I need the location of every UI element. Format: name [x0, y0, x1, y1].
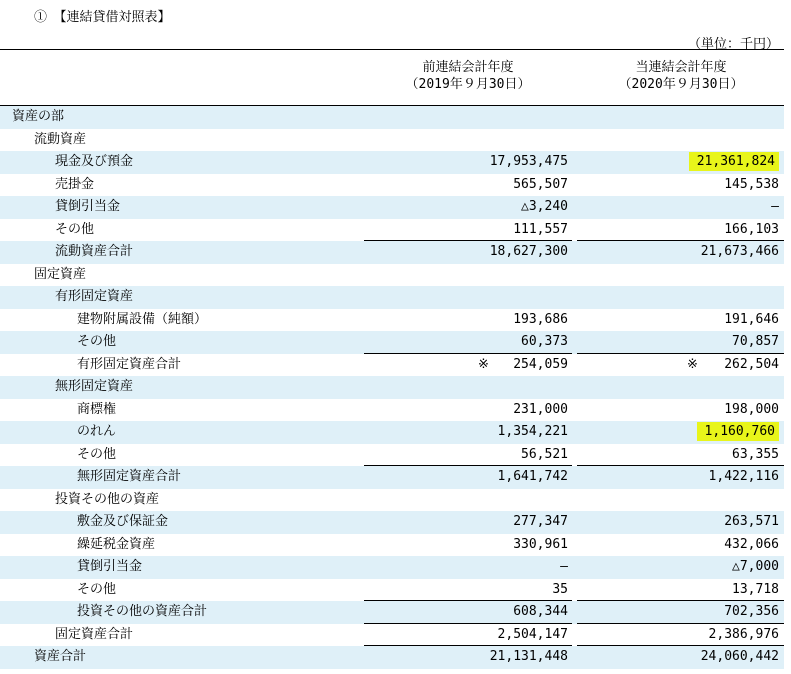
- prev-value: 2,504,147: [497, 626, 568, 642]
- prev-value: 56,521: [521, 446, 568, 462]
- table-row: [0, 309, 784, 332]
- curr-value: 166,103: [724, 221, 779, 237]
- row-label: のれん: [77, 424, 117, 439]
- curr-value: 191,646: [724, 311, 779, 327]
- table-row: [0, 174, 784, 197]
- prev-value: 111,557: [513, 221, 568, 237]
- row-label: 投資その他の資産: [55, 491, 160, 507]
- row-label: その他: [55, 221, 95, 237]
- row-label: 無形固定資産合計: [77, 469, 182, 484]
- prev-value: 330,961: [513, 536, 568, 552]
- row-label: 敷金及び保証金: [77, 514, 169, 529]
- row-label: 無形固定資産: [55, 379, 134, 394]
- prev-value: 231,000: [513, 401, 568, 417]
- table-row: [0, 219, 784, 242]
- row-label: 貸倒引当金: [55, 199, 121, 214]
- table-row: [0, 331, 784, 354]
- row-label: 繰延税金資産: [77, 536, 156, 552]
- curr-value: 13,718: [732, 581, 779, 597]
- table-row-subtotal: [0, 354, 784, 377]
- row-label: 現金及び預金: [55, 154, 134, 169]
- table-row-subtotal: [0, 624, 784, 647]
- curr-value: 263,571: [724, 514, 779, 529]
- table-row: [0, 556, 784, 579]
- highlighted-value: 21,361,824: [689, 152, 779, 171]
- curr-value: [577, 421, 779, 444]
- curr-value: △7,000: [732, 559, 779, 574]
- curr-value: 1,422,116: [708, 469, 779, 484]
- column-header: [0, 49, 784, 106]
- row-label: 建物附属設備（純額）: [77, 311, 208, 327]
- curr-value: 2,386,976: [708, 626, 779, 642]
- row-label: 有形固定資産: [55, 289, 134, 304]
- curr-value: 702,356: [724, 604, 779, 619]
- prev-value: 17,953,475: [489, 154, 568, 169]
- row-label: 投資その他の資産合計: [77, 604, 208, 619]
- prev-period-title: 前連結会計年度: [422, 60, 514, 75]
- row-label: 流動資産: [34, 131, 87, 147]
- row-label: 資産合計: [34, 649, 87, 664]
- table-row: [0, 399, 784, 422]
- row-label: 流動資産合計: [55, 244, 134, 259]
- prev-value: 608,344: [513, 604, 568, 619]
- row-label: 貸倒引当金: [77, 559, 143, 574]
- curr-value: 145,538: [724, 176, 779, 192]
- table-row: [0, 579, 784, 602]
- note-mark: ※: [478, 356, 489, 372]
- curr-value: 70,857: [732, 334, 779, 349]
- unit-label: （単位：千円）: [687, 37, 779, 52]
- row-label: 売掛金: [55, 176, 95, 192]
- prev-value: 565,507: [513, 176, 568, 192]
- curr-period-date: （2020年９月30日）: [618, 77, 744, 92]
- table-row: [0, 489, 784, 512]
- table-row-total: [0, 646, 784, 669]
- curr-period-header: [577, 59, 785, 93]
- table-row: [0, 151, 784, 174]
- row-label: その他: [77, 446, 117, 462]
- curr-value: 63,355: [732, 446, 779, 462]
- prev-value: 60,373: [521, 334, 568, 349]
- curr-value: 21,673,466: [700, 244, 779, 259]
- row-label: その他: [77, 581, 117, 597]
- table-row-subtotal: [0, 241, 784, 264]
- curr-value: 432,066: [724, 536, 779, 552]
- row-label: 固定資産合計: [55, 626, 134, 642]
- prev-period-date: （2019年９月30日）: [405, 77, 531, 92]
- curr-value: [577, 151, 779, 174]
- row-label: その他: [77, 334, 117, 349]
- prev-value: 18,627,300: [489, 244, 568, 259]
- table-row: [0, 196, 784, 219]
- highlighted-value: 1,160,760: [697, 422, 779, 441]
- prev-period-header: [364, 59, 572, 93]
- note-mark: ※: [687, 356, 698, 372]
- curr-period-title: 当連結会計年度: [635, 60, 727, 75]
- table-row: [0, 534, 784, 557]
- prev-value: 1,641,742: [497, 469, 568, 484]
- table-row: [0, 129, 784, 152]
- curr-value: 24,060,442: [700, 649, 779, 664]
- row-label: 固定資産: [34, 266, 87, 282]
- table-row: [0, 286, 784, 309]
- row-label: 有形固定資産合計: [77, 356, 182, 372]
- prev-value: ―: [560, 559, 568, 574]
- prev-value: △3,240: [521, 199, 568, 214]
- statement-title: ① 【連結貸借対照表】: [34, 10, 171, 25]
- table-row: [0, 376, 784, 399]
- table-row-subtotal: [0, 601, 784, 624]
- table-row: [0, 264, 784, 287]
- curr-value: 198,000: [724, 401, 779, 417]
- curr-value: 262,504: [724, 356, 779, 372]
- table-row: [0, 106, 784, 129]
- curr-value: ―: [771, 199, 779, 214]
- prev-value: 35: [552, 581, 568, 597]
- prev-value: 193,686: [513, 311, 568, 327]
- prev-value: 21,131,448: [489, 649, 568, 664]
- balance-sheet-table: [0, 106, 784, 669]
- table-row: [0, 511, 784, 534]
- prev-value: 1,354,221: [497, 424, 568, 439]
- table-row-subtotal: [0, 466, 784, 489]
- row-label: 商標権: [77, 401, 117, 417]
- table-row: [0, 444, 784, 467]
- row-label: 資産の部: [12, 109, 65, 124]
- table-row: [0, 421, 784, 444]
- prev-value: 254,059: [513, 356, 568, 372]
- prev-value: 277,347: [513, 514, 568, 529]
